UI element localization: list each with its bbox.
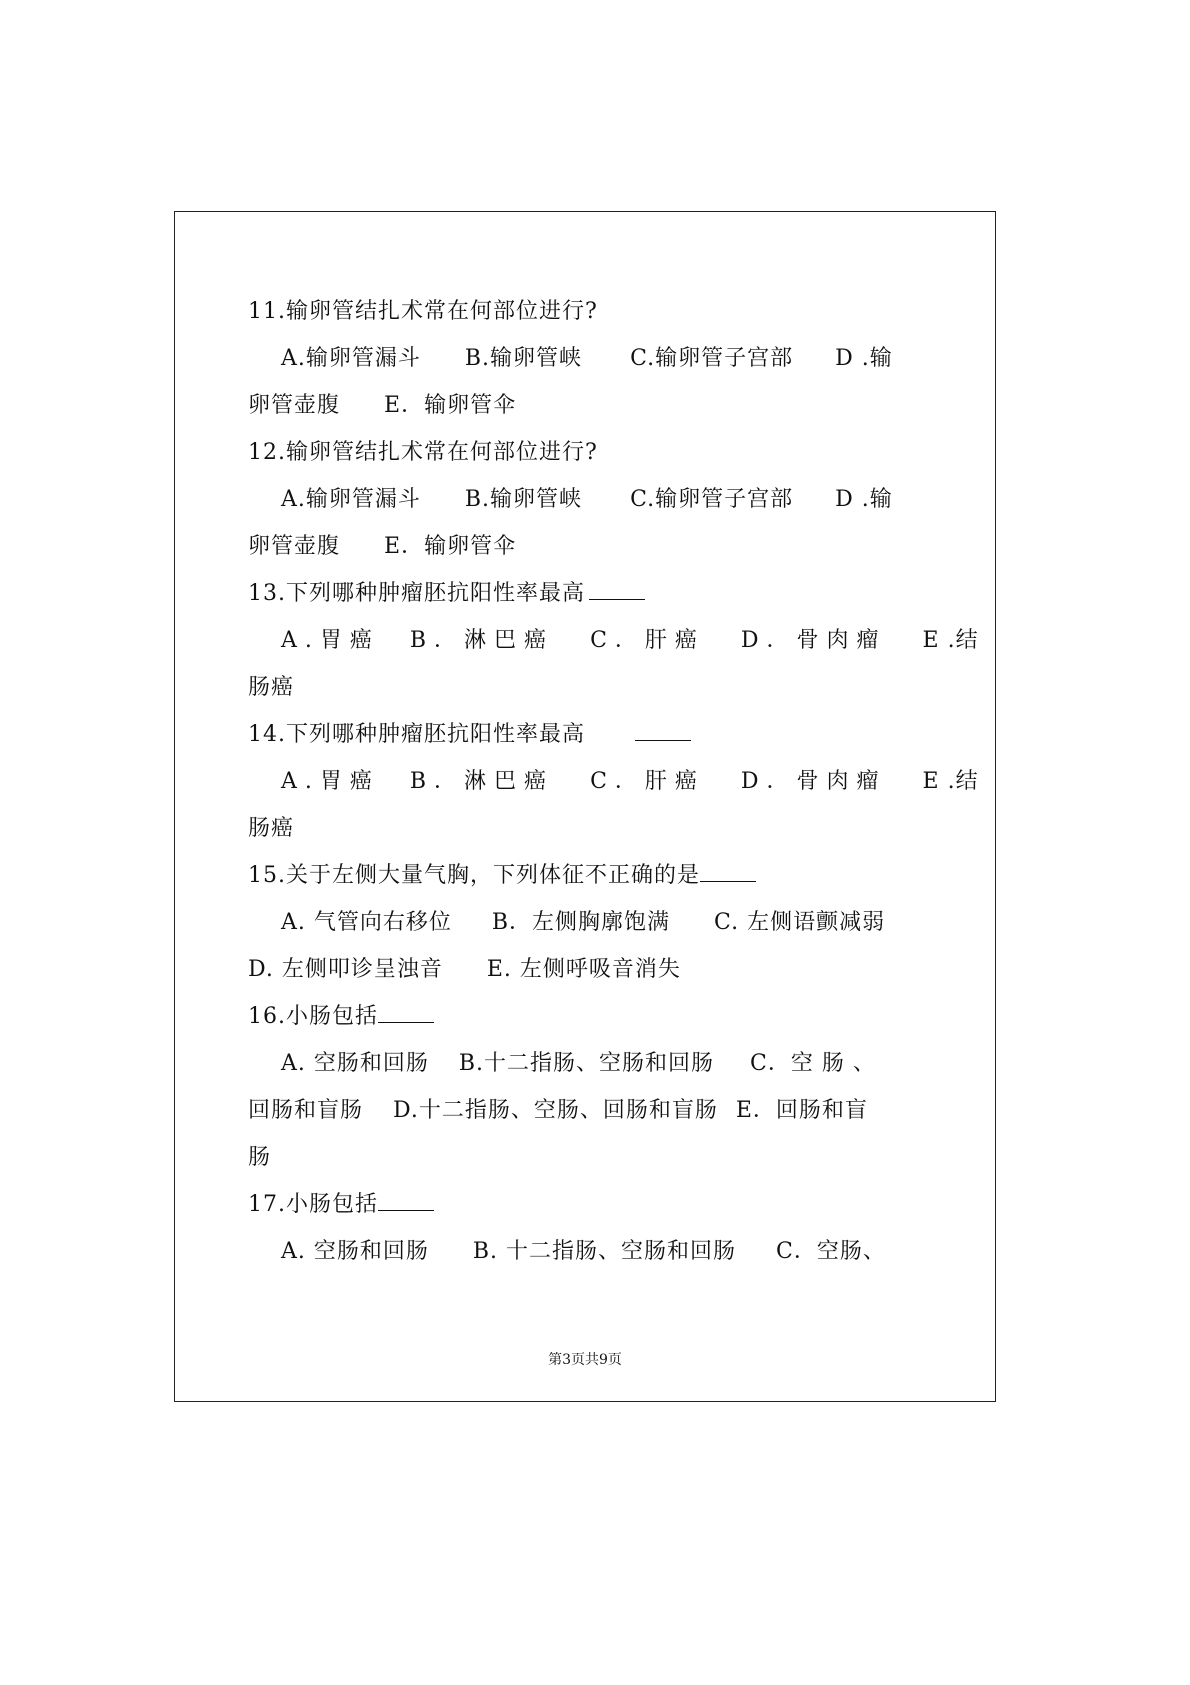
option-b: B.十二指肠、空肠和回肠 (458, 1051, 715, 1076)
answer-blank (378, 1000, 434, 1023)
option-d: D．骨肉瘤 (740, 769, 887, 794)
answer-blank (700, 859, 756, 882)
page-frame (174, 211, 996, 1402)
option-c: C．肝癌 (590, 628, 705, 653)
answer-blank (378, 1188, 434, 1211)
question-14-options-wrap: 肠癌 (248, 816, 295, 841)
option-d-wrap: 卵管壶腹 (248, 534, 341, 559)
option-d: D. 左侧叩诊呈浊音 (248, 957, 443, 982)
option-b: B．淋巴癌 (409, 769, 555, 794)
question-12-stem: 12.输卵管结扎术常在何部位进行? (248, 440, 598, 465)
option-b: B. 十二指肠、空肠和回肠 (472, 1239, 737, 1264)
question-16-options (248, 1040, 928, 1087)
question-15-options-row2 (248, 946, 928, 993)
option-c: C.输卵管子宫部 (630, 487, 794, 512)
option-a: A. 空肠和回肠 (281, 1051, 429, 1076)
question-14-stem (248, 711, 928, 758)
question-15-stem (248, 852, 928, 899)
option-c-wrap: 回肠和盲肠 (248, 1098, 364, 1123)
option-c: C.输卵管子宫部 (630, 346, 794, 371)
option-b: B.输卵管峡 (464, 346, 583, 371)
option-d-wrap: 卵管壶腹 (248, 393, 341, 418)
question-17-options (248, 1228, 928, 1275)
option-e: E. 左侧呼吸音消失 (486, 957, 681, 982)
option-e: E．输卵管伞 (384, 534, 517, 559)
question-list (248, 288, 979, 1275)
option-a: A. 气管向右移位 (281, 910, 452, 935)
option-a: A. 空肠和回肠 (281, 1239, 429, 1264)
answer-blank (635, 718, 691, 741)
question-14-options (248, 758, 979, 805)
option-b: B．左侧胸廓饱满 (491, 910, 671, 935)
option-d: D .输 (835, 346, 893, 371)
question-13-options (248, 617, 979, 664)
question-13-text: 13.下列哪种肿瘤胚抗阳性率最高 (248, 581, 585, 606)
option-e: E .结 (922, 769, 979, 794)
question-16-options-wrap: 肠 (248, 1145, 272, 1170)
option-a: A.输卵管漏斗 (281, 346, 421, 371)
question-12-options-wrap (248, 523, 928, 570)
option-d: D．骨肉瘤 (740, 628, 887, 653)
question-11-options (248, 335, 928, 382)
question-14-text: 14.下列哪种肿瘤胚抗阳性率最高 (248, 722, 585, 747)
page-number: 第3页共9页 (548, 1352, 622, 1368)
question-16-options-row2 (248, 1087, 928, 1134)
question-13-options-wrap: 肠癌 (248, 675, 295, 700)
question-15-text: 15.关于左侧大量气胸，下列体征不正确的是 (248, 863, 700, 888)
option-b: B.输卵管峡 (464, 487, 583, 512)
option-c: C．空肠、 (776, 1239, 886, 1264)
option-e: E．回肠和盲 (735, 1098, 868, 1123)
option-e: E .结 (922, 628, 979, 653)
question-11-options-wrap (248, 382, 928, 429)
question-17-text: 17.小肠包括 (248, 1192, 378, 1217)
question-16-stem (248, 993, 928, 1040)
option-c: C．肝癌 (590, 769, 705, 794)
option-a: A.输卵管漏斗 (281, 487, 421, 512)
option-d: D .输 (835, 487, 893, 512)
question-16-text: 16.小肠包括 (248, 1004, 378, 1029)
option-b: B．淋巴癌 (409, 628, 555, 653)
option-a: A.胃癌 (281, 628, 380, 653)
question-12-options (248, 476, 928, 523)
option-d: D.十二指肠、空肠、回肠和盲肠 (393, 1098, 718, 1123)
option-e: E．输卵管伞 (384, 393, 517, 418)
question-11-stem: 11.输卵管结扎术常在何部位进行? (248, 299, 598, 324)
answer-blank (589, 577, 645, 600)
question-15-options (248, 899, 928, 946)
option-c: C. 左侧语颤减弱 (714, 910, 886, 935)
option-c: C．空 肠 、 (750, 1051, 876, 1076)
option-a: A.胃癌 (281, 769, 380, 794)
question-17-stem (248, 1181, 928, 1228)
question-13-stem (248, 570, 928, 617)
